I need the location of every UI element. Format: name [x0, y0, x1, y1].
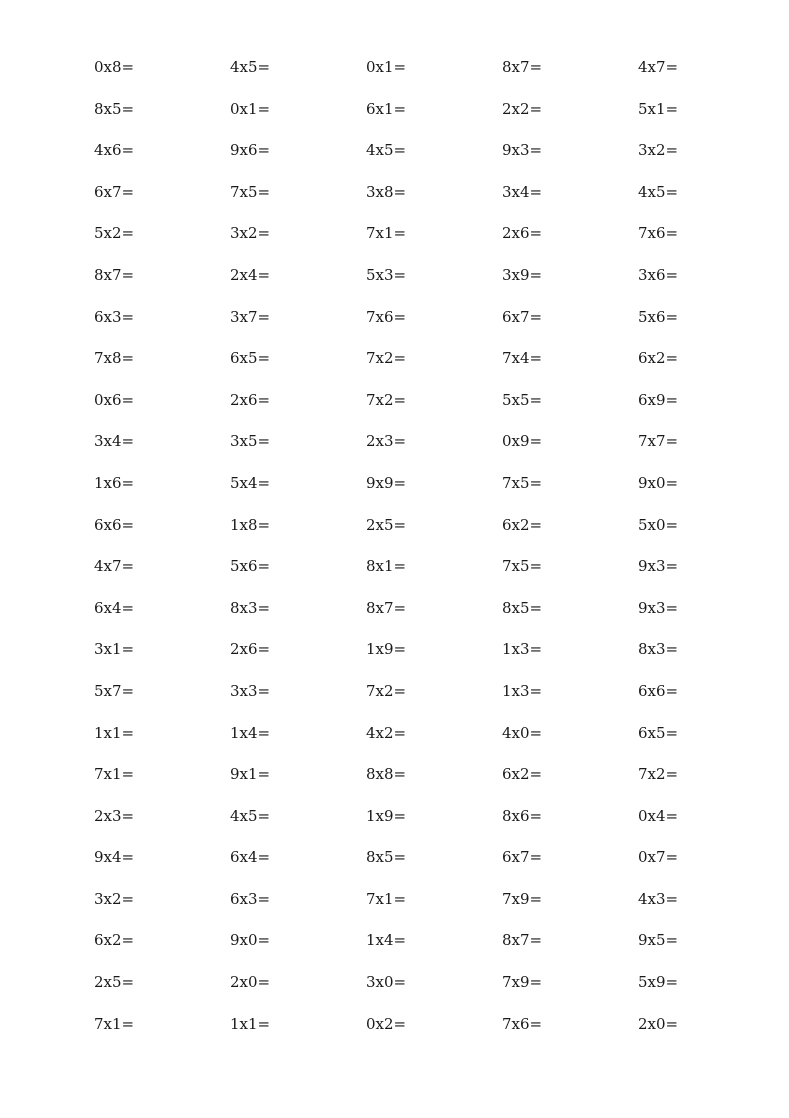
multiplication-problem: 8x7=	[502, 58, 543, 76]
multiplication-problem: 7x4=	[502, 349, 543, 368]
problem-row	[94, 346, 774, 388]
multiplication-problem: 5x1=	[638, 99, 679, 118]
multiplication-problem: 4x7=	[94, 557, 135, 576]
multiplication-problem: 0x4=	[638, 806, 679, 825]
multiplication-problem: 8x8=	[366, 765, 407, 784]
multiplication-problem: 1x1=	[94, 723, 135, 742]
multiplication-problem: 6x7=	[502, 848, 543, 867]
multiplication-problem: 5x0=	[638, 515, 679, 534]
multiplication-problem: 7x1=	[94, 1014, 135, 1033]
problem-row	[94, 97, 774, 139]
multiplication-problem: 9x6=	[230, 141, 271, 160]
multiplication-problem: 6x7=	[502, 307, 543, 326]
multiplication-problem: 4x0=	[502, 723, 543, 742]
multiplication-problem: 1x6=	[94, 473, 135, 492]
multiplication-problem: 8x5=	[94, 99, 135, 118]
problem-row	[94, 388, 774, 430]
multiplication-problem: 1x9=	[366, 806, 407, 825]
multiplication-problem: 3x1=	[94, 640, 135, 659]
multiplication-problem: 9x0=	[638, 473, 679, 492]
multiplication-problem: 3x2=	[638, 141, 679, 160]
multiplication-problem: 6x5=	[638, 723, 679, 742]
multiplication-problem: 2x6=	[230, 640, 271, 659]
multiplication-problem: 2x0=	[230, 973, 271, 992]
problem-row	[94, 679, 774, 721]
multiplication-problem: 4x5=	[230, 58, 271, 76]
multiplication-problem: 1x4=	[230, 723, 271, 742]
multiplication-problem: 1x3=	[502, 640, 543, 659]
multiplication-problem: 8x3=	[230, 598, 271, 617]
problem-row	[94, 138, 774, 180]
multiplication-problem: 0x2=	[366, 1014, 407, 1033]
multiplication-problem: 4x3=	[638, 889, 679, 908]
multiplication-problem: 5x6=	[638, 307, 679, 326]
multiplication-problem: 7x6=	[638, 224, 679, 243]
multiplication-problem: 5x2=	[94, 224, 135, 243]
multiplication-problem: 7x9=	[502, 889, 543, 908]
multiplication-problem: 9x4=	[94, 848, 135, 867]
multiplication-problem: 2x2=	[502, 99, 543, 118]
multiplication-problem: 6x2=	[502, 515, 543, 534]
multiplication-problem: 2x3=	[94, 806, 135, 825]
multiplication-problem: 5x6=	[230, 557, 271, 576]
multiplication-problem: 4x7=	[638, 58, 679, 76]
multiplication-problem: 8x6=	[502, 806, 543, 825]
multiplication-problem: 6x4=	[230, 848, 271, 867]
multiplication-problem: 6x7=	[94, 182, 135, 201]
multiplication-problem: 1x8=	[230, 515, 271, 534]
problem-row	[94, 221, 774, 263]
multiplication-problem: 4x2=	[366, 723, 407, 742]
multiplication-problem: 7x5=	[502, 557, 543, 576]
multiplication-problem: 7x8=	[94, 349, 135, 368]
problem-row	[94, 637, 774, 679]
problem-row	[94, 429, 774, 471]
multiplication-problem: 7x1=	[94, 765, 135, 784]
multiplication-problem: 8x3=	[638, 640, 679, 659]
multiplication-problem: 6x2=	[94, 931, 135, 950]
problem-row	[94, 970, 774, 1012]
problem-row	[94, 471, 774, 513]
multiplication-problem: 6x6=	[638, 681, 679, 700]
multiplication-problem: 3x3=	[230, 681, 271, 700]
multiplication-problem: 9x3=	[502, 141, 543, 160]
multiplication-problem: 9x5=	[638, 931, 679, 950]
problem-row	[94, 762, 774, 804]
multiplication-problem: 3x6=	[638, 265, 679, 284]
problem-row	[94, 928, 774, 970]
multiplication-problem: 6x3=	[94, 307, 135, 326]
multiplication-problem: 5x9=	[638, 973, 679, 992]
multiplication-problem: 5x7=	[94, 681, 135, 700]
problem-row	[94, 554, 774, 596]
multiplication-problem: 7x6=	[502, 1014, 543, 1033]
problem-row	[94, 180, 774, 222]
problem-row	[94, 263, 774, 305]
multiplication-problem: 8x1=	[366, 557, 407, 576]
multiplication-problem: 6x3=	[230, 889, 271, 908]
problem-row	[94, 887, 774, 929]
multiplication-problem: 3x8=	[366, 182, 407, 201]
problem-row	[94, 845, 774, 887]
multiplication-problem: 8x7=	[366, 598, 407, 617]
multiplication-problem: 7x5=	[502, 473, 543, 492]
multiplication-problem: 7x7=	[638, 432, 679, 451]
multiplication-problem: 4x6=	[94, 141, 135, 160]
problem-row	[94, 305, 774, 347]
multiplication-problem: 6x2=	[638, 349, 679, 368]
multiplication-problem: 2x4=	[230, 265, 271, 284]
multiplication-problem: 3x7=	[230, 307, 271, 326]
multiplication-problem: 2x3=	[366, 432, 407, 451]
multiplication-problem: 0x1=	[230, 99, 271, 118]
multiplication-problem: 8x7=	[502, 931, 543, 950]
multiplication-problem: 4x5=	[230, 806, 271, 825]
multiplication-problem: 7x2=	[366, 681, 407, 700]
problem-row	[94, 1012, 774, 1054]
multiplication-problem: 6x2=	[502, 765, 543, 784]
multiplication-problem: 1x3=	[502, 681, 543, 700]
multiplication-worksheet	[94, 55, 774, 1053]
multiplication-problem: 8x5=	[502, 598, 543, 617]
multiplication-problem: 0x8=	[94, 58, 135, 76]
multiplication-problem: 7x2=	[366, 349, 407, 368]
multiplication-problem: 5x5=	[502, 390, 543, 409]
multiplication-problem: 0x7=	[638, 848, 679, 867]
problem-row	[94, 513, 774, 555]
multiplication-problem: 8x5=	[366, 848, 407, 867]
multiplication-problem: 2x6=	[230, 390, 271, 409]
multiplication-problem: 0x6=	[94, 390, 135, 409]
multiplication-problem: 7x1=	[366, 889, 407, 908]
multiplication-problem: 1x1=	[230, 1014, 271, 1033]
multiplication-problem: 3x2=	[230, 224, 271, 243]
multiplication-problem: 6x9=	[638, 390, 679, 409]
multiplication-problem: 7x5=	[230, 182, 271, 201]
multiplication-problem: 9x3=	[638, 557, 679, 576]
multiplication-problem: 9x1=	[230, 765, 271, 784]
multiplication-problem: 4x5=	[366, 141, 407, 160]
multiplication-problem: 2x6=	[502, 224, 543, 243]
multiplication-problem: 0x1=	[366, 58, 407, 76]
multiplication-problem: 1x4=	[366, 931, 407, 950]
multiplication-problem: 5x3=	[366, 265, 407, 284]
multiplication-problem: 6x5=	[230, 349, 271, 368]
problem-row	[94, 721, 774, 763]
multiplication-problem: 6x1=	[366, 99, 407, 118]
multiplication-problem: 3x9=	[502, 265, 543, 284]
multiplication-problem: 7x6=	[366, 307, 407, 326]
multiplication-problem: 5x4=	[230, 473, 271, 492]
multiplication-problem: 2x0=	[638, 1014, 679, 1033]
problem-row	[94, 804, 774, 846]
multiplication-problem: 9x3=	[638, 598, 679, 617]
multiplication-problem: 1x9=	[366, 640, 407, 659]
multiplication-problem: 7x9=	[502, 973, 543, 992]
multiplication-problem: 8x7=	[94, 265, 135, 284]
multiplication-problem: 7x2=	[638, 765, 679, 784]
multiplication-problem: 9x0=	[230, 931, 271, 950]
multiplication-problem: 6x6=	[94, 515, 135, 534]
problem-row	[94, 55, 774, 97]
multiplication-problem: 3x4=	[502, 182, 543, 201]
multiplication-problem: 3x4=	[94, 432, 135, 451]
multiplication-problem: 3x5=	[230, 432, 271, 451]
multiplication-problem: 4x5=	[638, 182, 679, 201]
multiplication-problem: 6x4=	[94, 598, 135, 617]
multiplication-problem: 7x1=	[366, 224, 407, 243]
multiplication-problem: 9x9=	[366, 473, 407, 492]
multiplication-problem: 2x5=	[94, 973, 135, 992]
problem-row	[94, 596, 774, 638]
multiplication-problem: 2x5=	[366, 515, 407, 534]
multiplication-problem: 0x9=	[502, 432, 543, 451]
multiplication-problem: 3x0=	[366, 973, 407, 992]
multiplication-problem: 3x2=	[94, 889, 135, 908]
multiplication-problem: 7x2=	[366, 390, 407, 409]
